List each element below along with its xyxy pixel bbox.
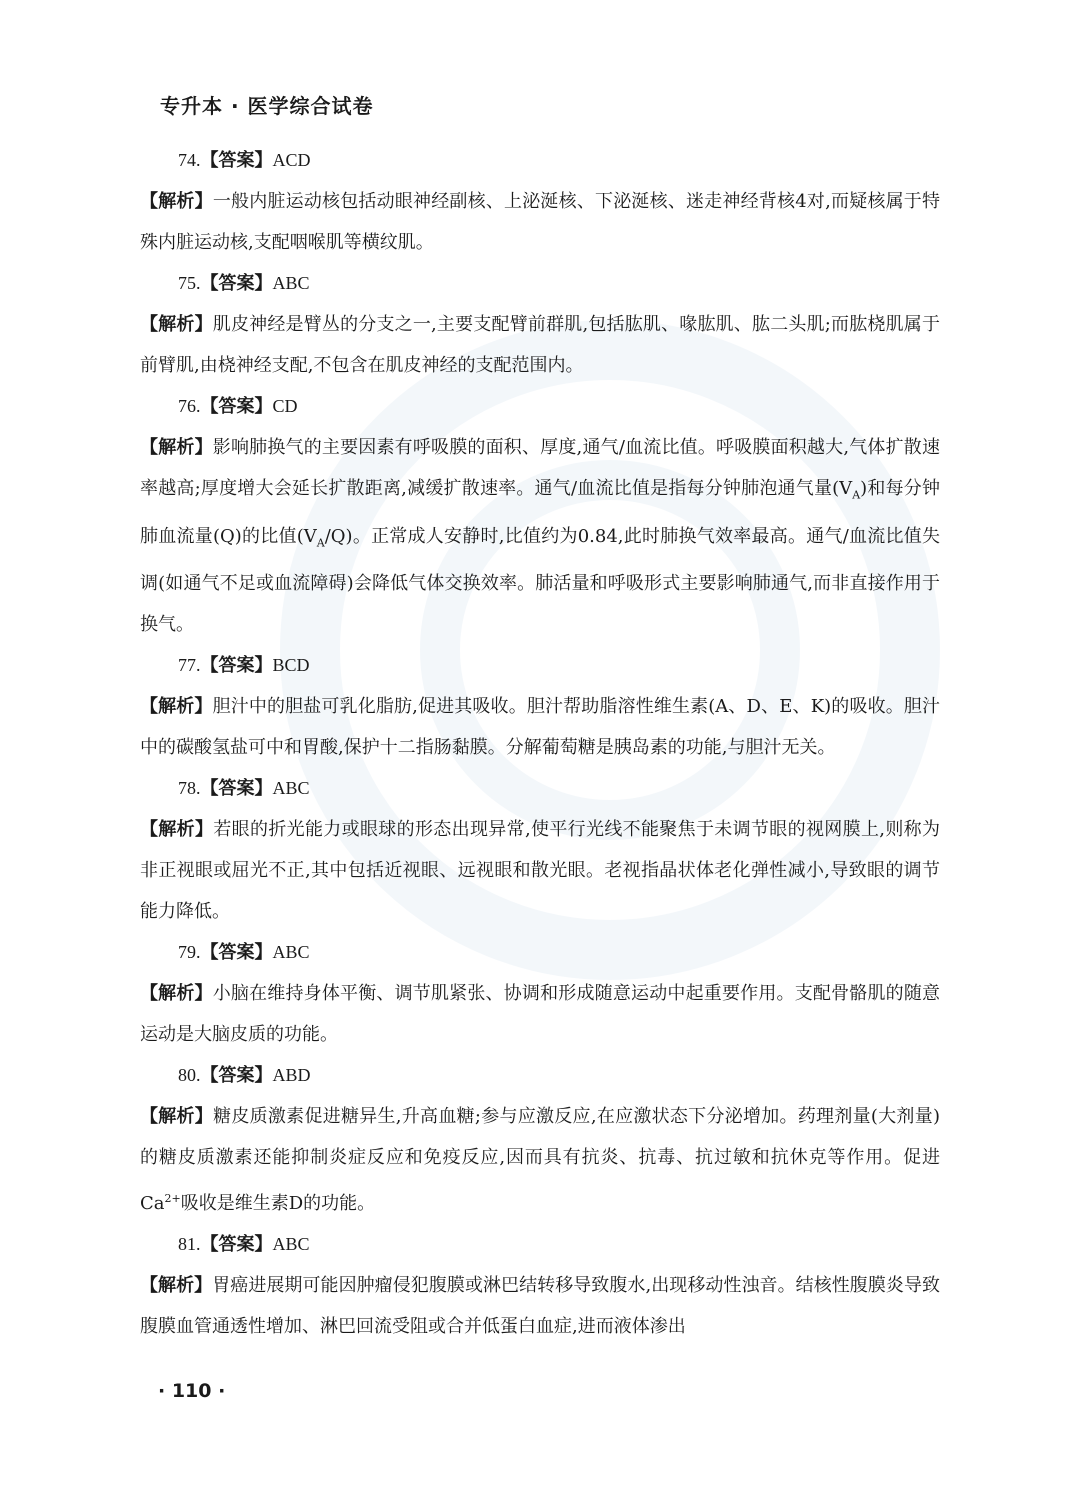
explanation-text-part: /Q)。正常成人安静时,比值约为0.84,此时肺换气效率最高。通气/血流比值失调(如通气不足或血流障碍)会降低气体交换效率。肺活量和呼吸形式主要影响肺通气,而非直接作用于换气。	[140, 525, 940, 636]
explanation-text: 胃癌进展期可能因肿瘤侵犯腹膜或淋巴结转移导致腹水,出现移动性浊音。结核性腹膜炎导致腹膜血管通透性增加、淋巴回流受阻或合并低蛋白血症,进而液体渗出	[140, 1275, 941, 1338]
question-item-77	[140, 645, 940, 768]
explanation	[140, 304, 940, 386]
answer-value: ABC	[272, 1234, 310, 1255]
explanation-tag: 【解析】	[140, 819, 214, 841]
explanation-text: 若眼的折光能力或眼球的形态出现异常,使平行光线不能聚焦于未调节眼的视网膜上,则称为非正视眼或屈光不正,其中包括近视眼、远视眼和散光眼。老视指晶状体老化弹性减小,导致眼的调节能力降低。	[140, 819, 940, 923]
explanation	[140, 1265, 940, 1347]
explanation-text-part: 影响肺换气的主要因素有呼吸膜的面积、厚度,通气/血流比值。呼吸膜面积越大,气体扩散速率越高;厚度增大会延长扩散距离,减缓扩散速率。通气/血流比值是指每分钟肺泡通气量(V	[140, 437, 940, 499]
question-number: 80.	[178, 1065, 201, 1086]
explanation-text-part: 糖皮质激素促进糖异生,升高血糖;参与应激反应,在应激状态下分泌增加。药理剂量(大剂量)的糖皮质激素还能抑制炎症反应和免疫反应,因而具有抗炎、抗毒、抗过敏和抗休克等作用。促进Ca	[140, 1106, 940, 1215]
answer-line	[140, 645, 940, 686]
answer-tag: 【答案】	[200, 1234, 273, 1256]
question-number: 77.	[178, 655, 201, 676]
answer-line	[140, 768, 940, 809]
superscript: 2+	[164, 1192, 181, 1206]
question-number: 79.	[178, 942, 201, 963]
page-header: 专升本 · 医学综合试卷	[160, 94, 374, 118]
answer-line	[140, 140, 940, 181]
explanation-text: 胆汁中的胆盐可乳化脂肪,促进其吸收。胆汁帮助脂溶性维生素(A、D、E、K)的吸收。胆汁中的碳酸氢盐可中和胃酸,保护十二指肠黏膜。分解葡萄糖是胰岛素的功能,与胆汁无关。	[140, 696, 941, 759]
explanation-text-part: )和每分钟肺血流量(Q)的比值(V	[140, 478, 940, 547]
answer-tag: 【答案】	[200, 150, 273, 171]
explanation-tag: 【解析】	[140, 1106, 214, 1128]
explanation	[140, 809, 940, 932]
answer-value: ABC	[272, 942, 310, 963]
question-number: 74.	[178, 150, 201, 170]
answer-list	[140, 140, 940, 1347]
explanation-text: 一般内脏运动核包括动眼神经副核、上泌涎核、下泌涎核、迷走神经背核4对,而疑核属于特殊内脏运动核,支配咽喉肌等横纹肌。	[140, 191, 941, 253]
explanation-text: 小脑在维持身体平衡、调节肌紧张、协调和形成随意运动中起重要作用。支配骨骼肌的随意运动是大脑皮质的功能。	[140, 983, 941, 1046]
answer-tag: 【答案】	[200, 273, 273, 294]
answer-value: ACD	[272, 150, 311, 170]
answer-value: ABC	[272, 778, 310, 799]
answer-tag: 【答案】	[200, 778, 273, 800]
explanation-tag: 【解析】	[140, 696, 213, 718]
explanation-text: 肌皮神经是臂丛的分支之一,主要支配臂前群肌,包括肱肌、喙肱肌、肱二头肌;而肱桡肌属于前臂肌,由桡神经支配,不包含在肌皮神经的支配范围内。	[140, 314, 940, 376]
explanation	[140, 973, 940, 1055]
question-number: 81.	[178, 1234, 201, 1255]
page-number: · 110 ·	[158, 1380, 226, 1402]
question-item-76	[140, 386, 940, 645]
answer-value: ABC	[272, 273, 310, 293]
answer-tag: 【答案】	[200, 942, 273, 964]
answer-line	[140, 932, 940, 973]
answer-value: BCD	[272, 655, 310, 676]
subscript: A	[852, 488, 861, 502]
question-item-75	[140, 263, 940, 386]
explanation	[140, 181, 940, 263]
question-item-79	[140, 932, 940, 1055]
explanation-tag: 【解析】	[140, 314, 213, 335]
subscript: A	[316, 536, 325, 550]
answer-value: ABD	[272, 1065, 311, 1086]
explanation-tag: 【解析】	[140, 983, 213, 1005]
explanation	[140, 427, 940, 645]
question-item-74	[140, 140, 940, 263]
answer-line	[140, 1224, 940, 1265]
answer-tag: 【答案】	[200, 396, 273, 417]
answer-line	[140, 1055, 940, 1096]
explanation	[140, 686, 940, 768]
answer-tag: 【答案】	[200, 655, 273, 677]
question-number: 76.	[178, 396, 201, 416]
answer-line	[140, 263, 940, 304]
explanation-tag: 【解析】	[140, 1275, 213, 1297]
explanation-text-part: 吸收是维生素D的功能。	[180, 1193, 376, 1215]
explanation	[140, 1096, 940, 1224]
question-item-78	[140, 768, 940, 932]
question-item-80	[140, 1055, 940, 1224]
question-item-81	[140, 1224, 940, 1347]
explanation-tag: 【解析】	[140, 437, 213, 458]
question-number: 75.	[178, 273, 201, 293]
explanation-tag: 【解析】	[140, 191, 213, 212]
question-number: 78.	[178, 778, 201, 799]
answer-tag: 【答案】	[200, 1065, 273, 1087]
answer-line	[140, 386, 940, 427]
answer-value: CD	[272, 396, 298, 416]
